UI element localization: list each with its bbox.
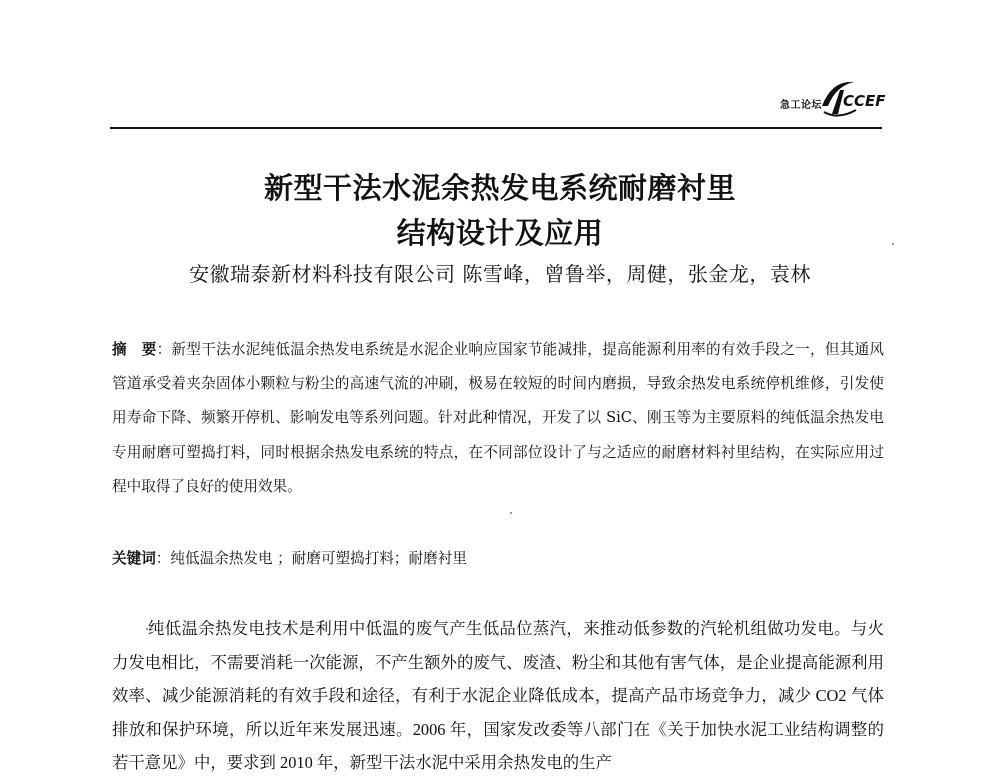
scan-speck xyxy=(892,243,894,245)
paper-authors: 安徽瑞泰新材料科技有限公司 陈雪峰，曾鲁举，周健，张金龙，袁林 xyxy=(189,262,811,286)
logo-brand-text: CCEF xyxy=(843,92,886,110)
body-paragraph: 纯低温余热发电技术是利用中低温的废气产生低品位蒸汽，来推动低参数的汽轮机组做功发电。与火力发电相比，不需要消耗一次能源，不产生额外的废气、废渣、粉尘和其他有害气体，是企业提高能源利用效率、减少能源消耗的有效手段和途径，有利于水泥企业降低成本，提高产品市场竞争力，减少 CO2 气体排放和保护环境，所以近年来发展迅速。2006 年，国家发改委等八部门在《关于加快水泥工业结构调整的若干意见》中，要求到 2010 年，新型干法水泥中采用余热发电的生产 xyxy=(112,619,884,773)
abstract-label: 摘 要 xyxy=(112,341,157,358)
logo-text: 急工论坛 xyxy=(780,100,822,111)
paper-title-line-1: 新型干法水泥余热发电系统耐磨衬里 xyxy=(263,171,736,205)
scan-speck xyxy=(146,628,148,630)
ccef-logo xyxy=(780,76,890,126)
abstract-text: ：新型干法水泥纯低温余热发电系统是水泥企业响应国家节能减排，提高能源利用率的有效手段之一，但其通风管道承受着夹杂固体小颗粒与粉尘的高速气流的冲刷，极易在较短的时间内磨损，导致余热发电系统停机维修，引发使用寿命下降、频繁开停机、影响发电等系列问题。针对此种情况，开发了以 SiC、刚玉等为主要原料的纯低温余热发电专用耐磨可塑捣打料，同时根据余热发电系统的特点，在不同部位设计了与之适应的耐磨材料衬里结构，在实际应用过程中取得了良好的使用效果。 xyxy=(112,341,884,495)
scan-speck xyxy=(510,512,512,514)
paper-title-line-2: 结构设计及应用 xyxy=(396,216,604,250)
keywords xyxy=(112,542,884,576)
keywords-label: 关键词 xyxy=(112,550,156,567)
header-rule xyxy=(110,127,882,129)
keywords-text: ：纯低温余热发电 ；耐磨可塑捣打料；耐磨衬里 xyxy=(155,550,467,567)
abstract xyxy=(112,333,884,504)
